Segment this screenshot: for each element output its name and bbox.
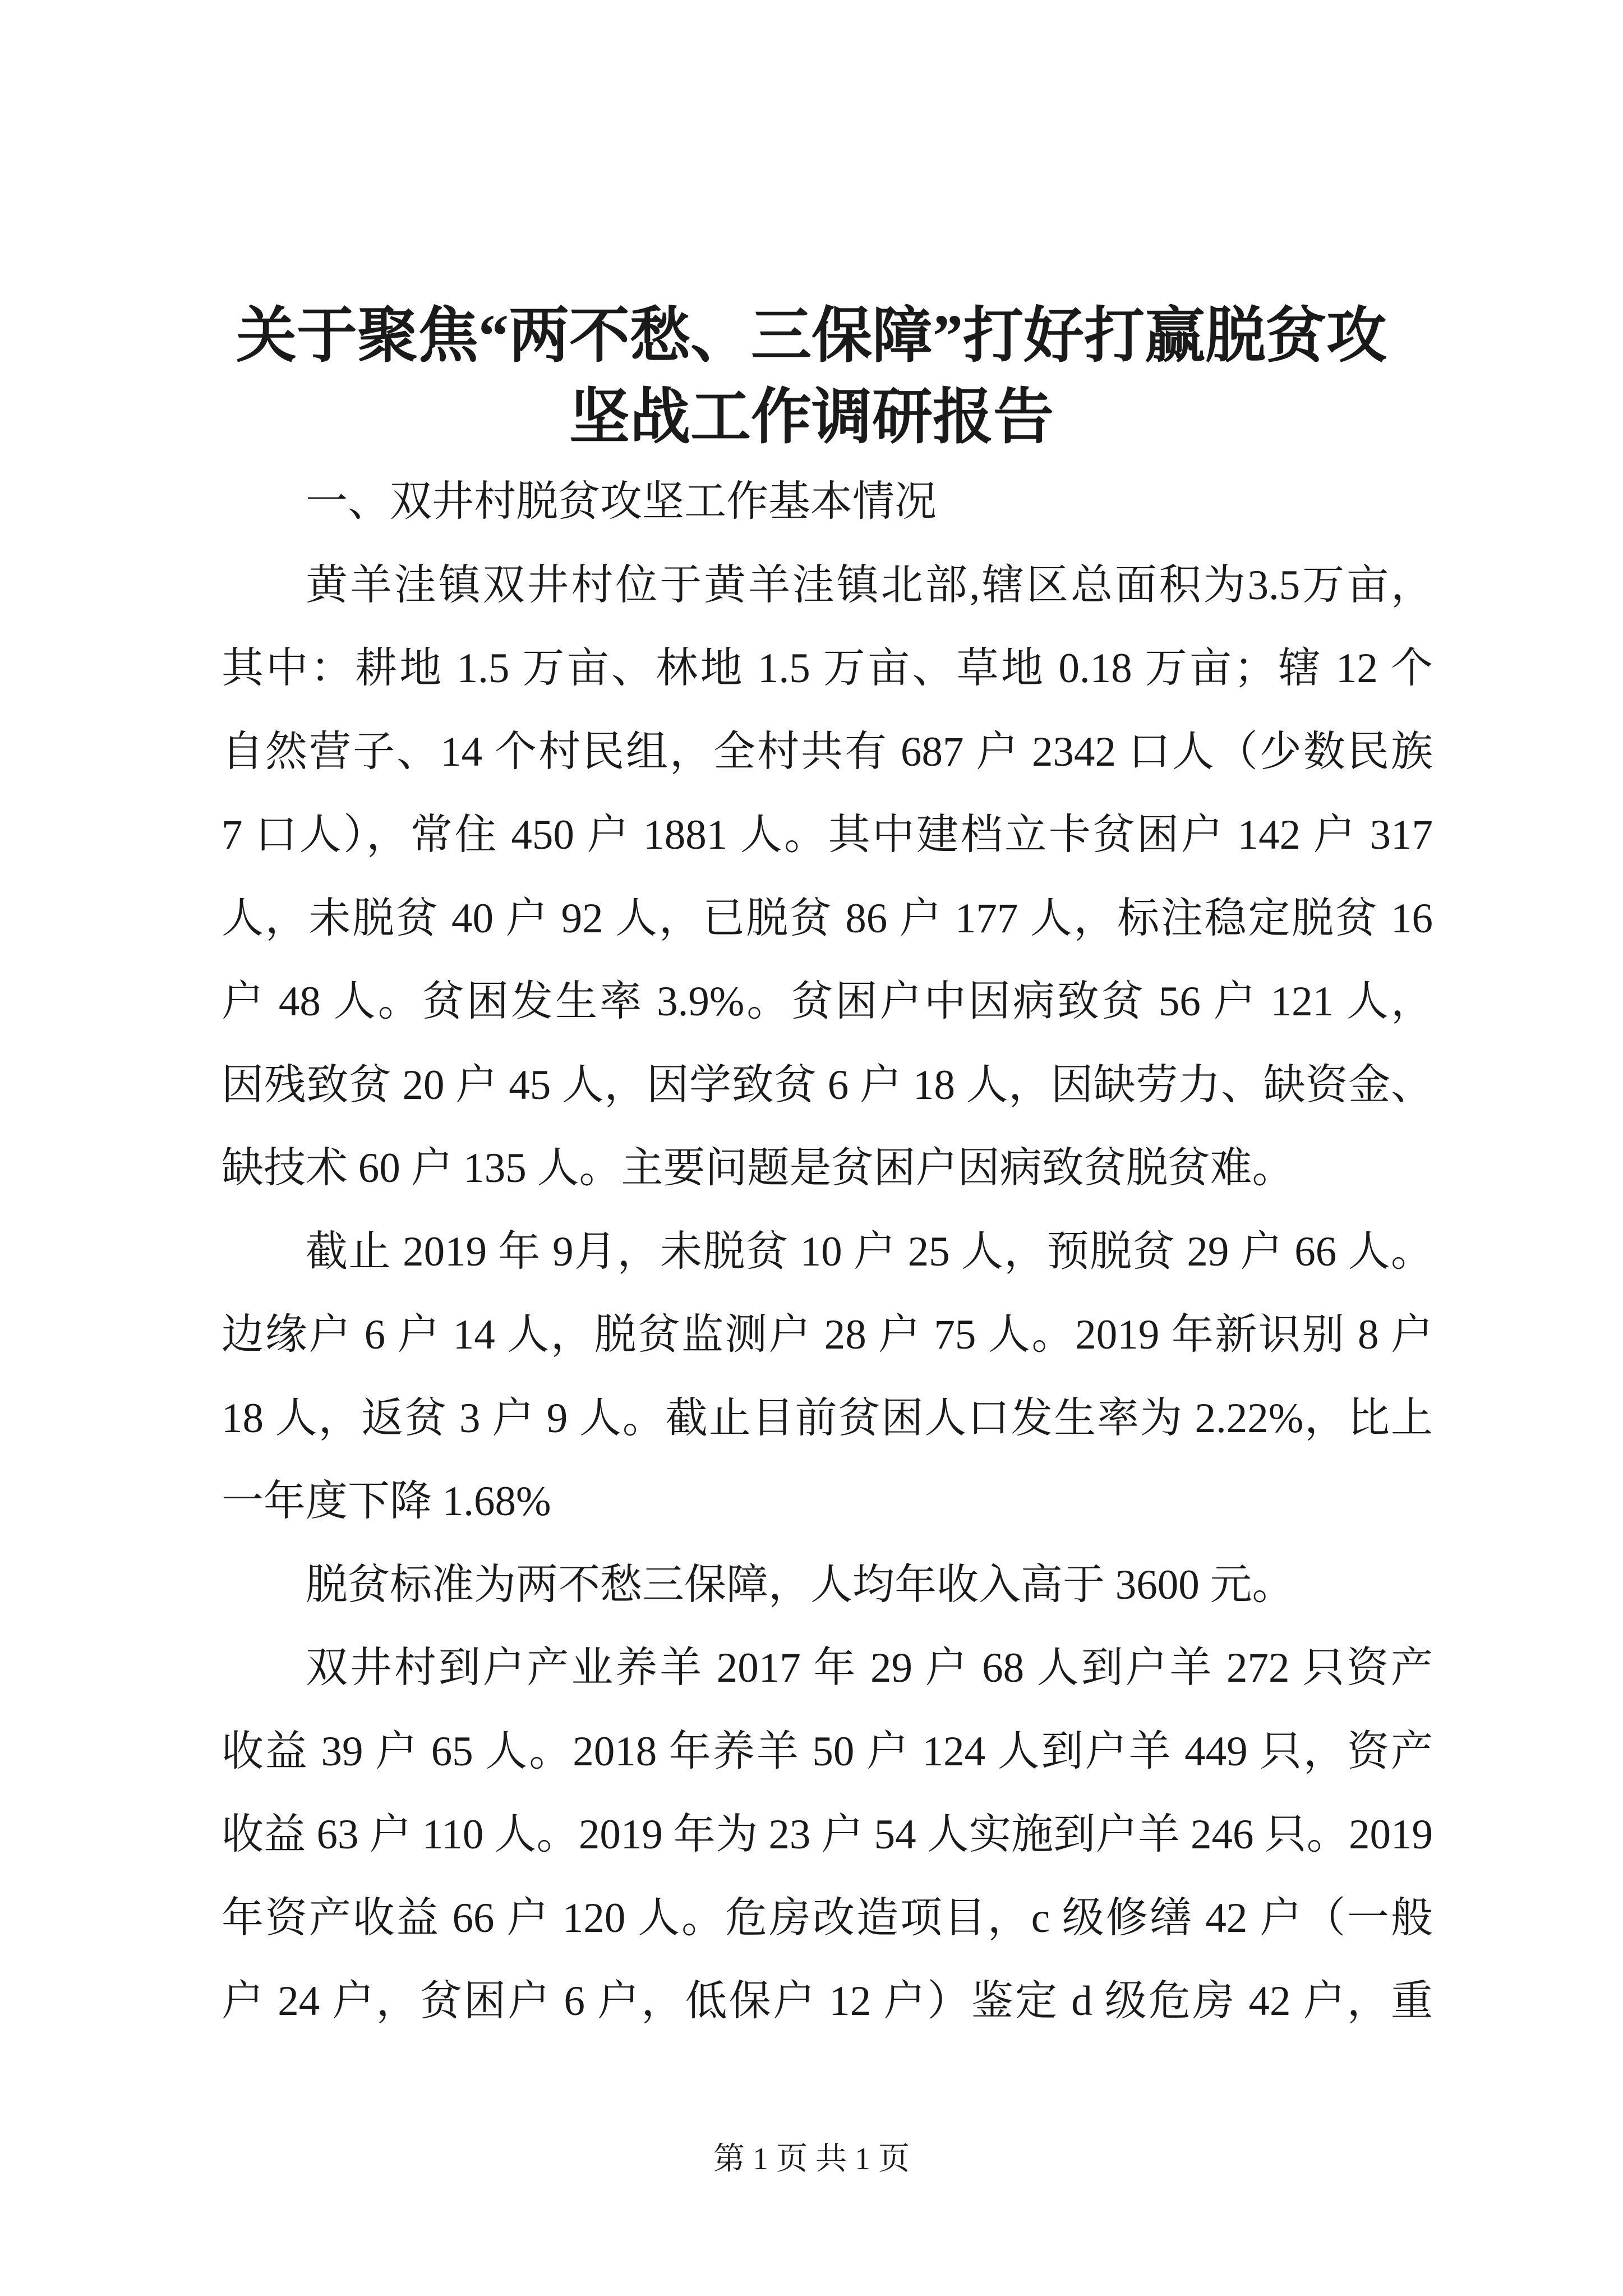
- paragraph-line: 截止 2019 年 9月，未脱贫 10 户 25 人，预脱贫 29 户 66 人。: [306, 1228, 1433, 1275]
- title-line: 坚战工作调研报告: [569, 384, 1054, 451]
- paragraph-line: 黄羊洼镇双井村位于黄羊洼镇北部,辖区总面积为3.5万亩，: [306, 562, 1433, 609]
- paragraph-line: 边缘户 6 户 14 人，脱贫监测户 28 户 75 人。2019 年新识别 8 户: [222, 1312, 1433, 1358]
- paragraph-line: 缺技术 60 户 135 人。主要问题是贫困户因病致贫脱贫难。: [222, 1145, 1294, 1191]
- paragraph-line: 一年度下降 1.68%: [222, 1478, 551, 1525]
- paragraph: [222, 1627, 1433, 2044]
- paragraph-line: 自然营子、14 个村民组，全村共有 687 户 2342 口人（少数民族: [222, 728, 1433, 775]
- paragraph-line: 其中：耕地 1.5 万亩、林地 1.5 万亩、草地 0.18 万亩；辖 12 个: [222, 645, 1433, 692]
- paragraph: [222, 1211, 1433, 1544]
- section-heading: 一、双井村脱贫攻坚工作基本情况: [306, 478, 937, 525]
- paragraph-line: 脱贫标准为两不愁三保障，人均年收入高于 3600 元。: [306, 1561, 1294, 1608]
- paragraph-line: 7 口人），常住 450 户 1881 人。其中建档立卡贫困户 142 户 317: [222, 812, 1433, 858]
- title-line: 关于聚焦“两不愁、三保障”打好打赢脱贫攻: [236, 303, 1387, 370]
- page-footer: 第 1 页 共 1 页: [713, 2142, 910, 2177]
- paragraph-line: 户 24 户，贫困户 6 户，低保户 12 户）鉴定 d 级危房 42 户，重: [222, 1978, 1433, 2024]
- paragraph-line: 户 48 人。贫困发生率 3.9%。贫困户中因病致贫 56 户 121 人，: [222, 978, 1433, 1025]
- paragraph-line: 年资产收益 66 户 120 人。危房改造项目，c 级修缮 42 户（一般: [222, 1894, 1433, 1941]
- paragraph-line: 双井村到户产业养羊 2017 年 29 户 68 人到户羊 272 只资产: [306, 1645, 1433, 1691]
- paragraph-line: 18 人，返贫 3 户 9 人。截止目前贫困人口发生率为 2.22%，比上: [222, 1395, 1433, 1442]
- paragraph: [222, 1544, 1433, 1627]
- paragraph-line: 收益 39 户 65 人。2018 年养羊 50 户 124 人到户羊 449 只，资产: [222, 1728, 1433, 1775]
- paragraph-line: 因残致贫 20 户 45 人，因学致贫 6 户 18 人，因缺劳力、缺资金、: [222, 1061, 1433, 1108]
- paragraph-line: 人，未脱贫 40 户 92 人，已脱贫 86 户 177 人，标注稳定脱贫 16: [222, 895, 1433, 942]
- paragraph-line: 收益 63 户 110 人。2019 年为 23 户 54 人实施到户羊 246 只。2019: [222, 1811, 1433, 1858]
- paragraph: [222, 544, 1433, 1211]
- document-body: [222, 461, 1433, 2044]
- document-title: [0, 296, 1623, 458]
